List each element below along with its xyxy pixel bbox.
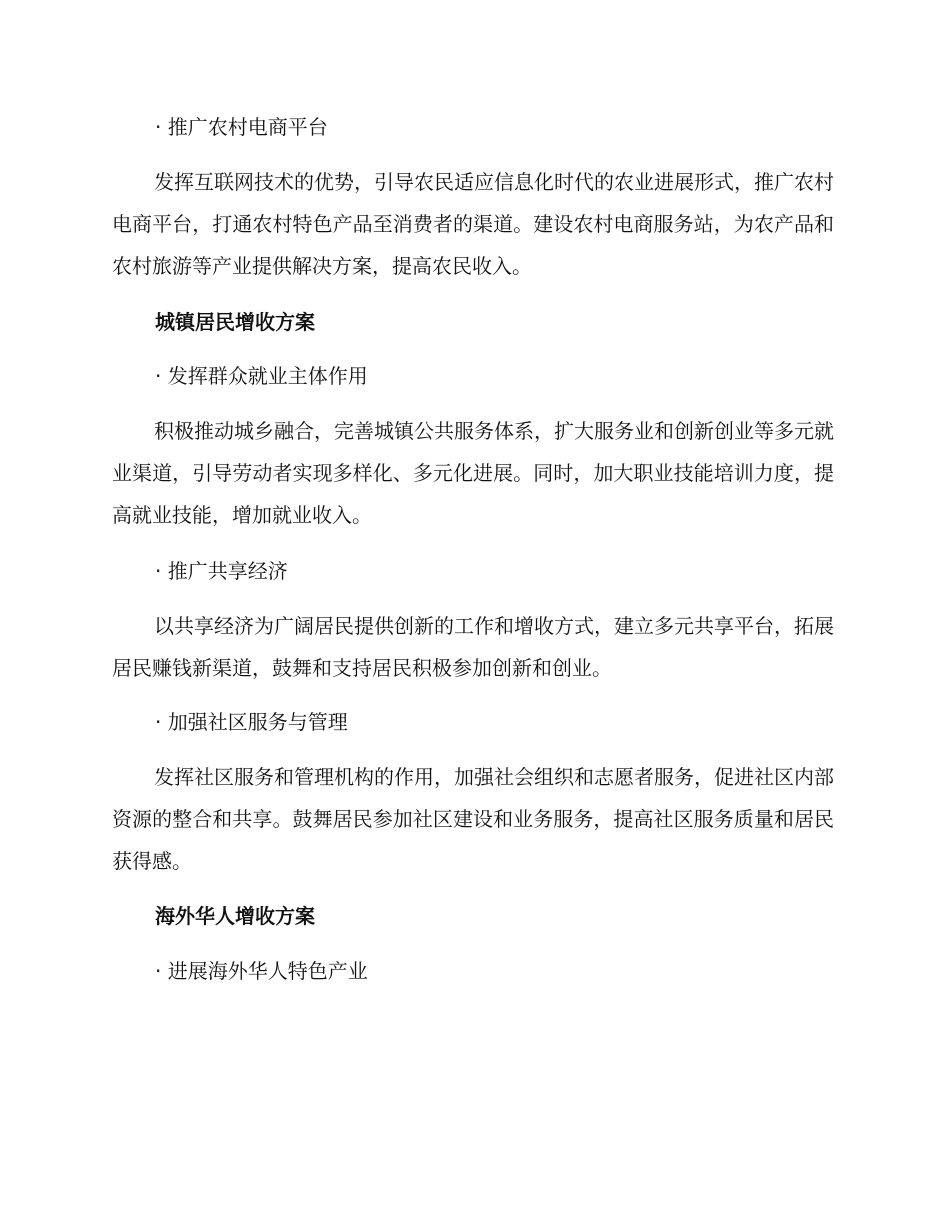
heading-urban-income: 城镇居民增收方案 <box>155 310 315 334</box>
bullet-overseas-industry: · 进展海外华人特色产业 <box>155 959 368 983</box>
paragraph-sharing-economy: 以共享经济为广阔居民提供创新的工作和增收方式，建立多元共享平台，拓展居民赚钱新渠道，鼓舞和支持居民积极参加创新和创业。 <box>112 614 834 680</box>
paragraph-rural-ecommerce: 发挥互联网技术的优势，引导农民适应信息化时代的农业进展形式，推广农村电商平台，打通农村特色产品至消费者的渠道。建设农村电商服务站，为农产品和农村旅游等产业提供解决方案，提高农民收入。 <box>112 170 834 278</box>
paragraph-employment: 积极推动城乡融合，完善城镇公共服务体系，扩大服务业和创新创业等多元就业渠道，引导劳动者实现多样化、多元化进展。同时，加大职业技能培训力度，提高就业技能，增加就业收入。 <box>112 419 834 527</box>
bullet-community-service: · 加强社区服务与管理 <box>155 710 348 734</box>
bullet-sharing-economy: · 推广共享经济 <box>155 559 288 583</box>
bullet-rural-ecommerce: · 推广农村电商平台 <box>155 115 328 139</box>
paragraph-community-service: 发挥社区服务和管理机构的作用，加强社会组织和志愿者服务，促进社区内部资源的整合和共享。鼓舞居民参加社区建设和业务服务，提高社区服务质量和居民获得感。 <box>112 765 834 873</box>
bullet-employment: · 发挥群众就业主体作用 <box>155 364 368 388</box>
heading-overseas-income: 海外华人增收方案 <box>155 904 315 928</box>
